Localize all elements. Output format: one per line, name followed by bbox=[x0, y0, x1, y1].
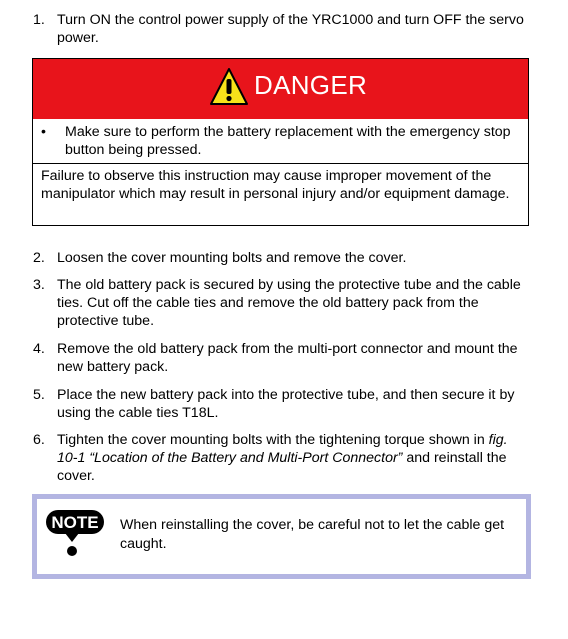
step-number: 1. bbox=[33, 12, 45, 28]
step-number: 4. bbox=[33, 341, 45, 357]
note-content bbox=[37, 499, 526, 574]
step-number: 6. bbox=[33, 432, 45, 448]
danger-bullet-text: Make sure to perform the battery replacement with the emergency stop button being pressed. bbox=[65, 124, 511, 158]
figure-reference: fig. 10-1 “Location of the Battery and Multi-Port Connector” bbox=[57, 432, 508, 466]
warning-triangle-icon bbox=[209, 67, 249, 107]
note-label: NOTE bbox=[51, 513, 99, 532]
step-number: 2. bbox=[33, 250, 45, 266]
danger-title: DANGER bbox=[254, 70, 368, 100]
step-text: Turn ON the control power supply of the YRC1000 and turn OFF the servo power. bbox=[57, 12, 524, 46]
step-text: Place the new battery pack into the protective tube, and then secure it by using the cable ties T18L. bbox=[57, 387, 515, 421]
note-text: When reinstalling the cover, be careful not to let the cable get caught. bbox=[120, 517, 505, 552]
note-speech-bubble-icon bbox=[45, 508, 105, 560]
step-text: The old battery pack is secured by using the protective tube and the cable ties. Cut off the cable ties and remove the old battery pack from the protective tube. bbox=[57, 277, 521, 329]
step-text bbox=[57, 431, 532, 485]
danger-header bbox=[33, 59, 528, 119]
step-text: Remove the old battery pack from the multi-port connector and mount the new battery pack. bbox=[57, 341, 518, 375]
step-text-start: Tighten the cover mounting bolts with the tightening torque shown in bbox=[57, 432, 489, 448]
note-box bbox=[32, 494, 531, 579]
step-number: 3. bbox=[33, 277, 45, 293]
step-text: Loosen the cover mounting bolts and remove the cover. bbox=[57, 250, 407, 266]
bullet-symbol: • bbox=[41, 124, 46, 140]
danger-box bbox=[32, 58, 529, 226]
danger-divider bbox=[33, 163, 528, 164]
step-text-end: and reinstall the cover. bbox=[57, 450, 507, 484]
danger-paragraph: Failure to observe this instruction may cause improper movement of the manipulator which may result in personal injury and/or equipment damage. bbox=[41, 168, 510, 202]
step-number: 5. bbox=[33, 387, 45, 403]
